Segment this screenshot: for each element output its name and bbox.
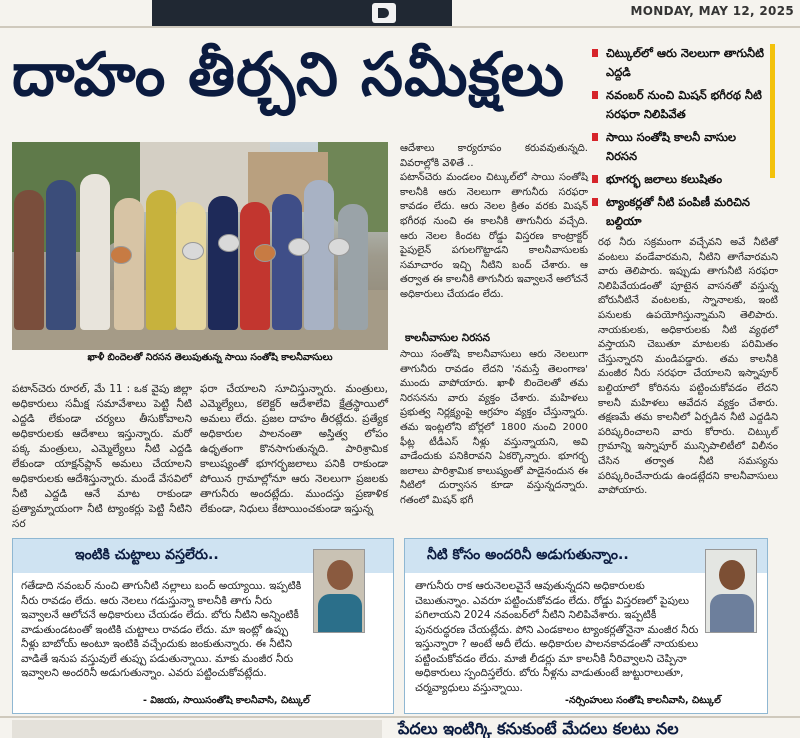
photo-water-pot	[254, 244, 276, 262]
photo-person	[176, 202, 206, 330]
portrait-vijaya	[313, 549, 365, 633]
article-column-3-bottom: సాయి సంతోషి కాలనీవాసులు ఆరు నెలలుగా తాగునీరు రావడం లేదని 'నమస్తే తెలంగాణ' ముందు వాపోయారు. ఖాళీ బిందెలతో తమ నిరసనను వారు వ్యక్తం చేశారు. మహిళలు ప్రభుత్వ నిర్లక్ష్యంపై ఆగ్రహం వ్యక్తం చేస్తున్నారు. తమ ఇంట్లలోని బోర్లలో 1800 నుంచి 2000 ఫీట్ల టీడీఎస్ నీళ్లు వస్తున్నాయని, అవి వాడేందుకు పనికిరావని ఏకర్కొన్నారు. భూగర్భ జలాలు పారిశ్రామిక కాలుష్యంతో పాడైనందున ఈ నీటిలో దుర్వాసన కూడా వస్తున్నదన్నారు. గతంలో మిషన్ భగీ	[400, 349, 592, 506]
photo-water-pot	[288, 238, 310, 256]
highlight-item: ట్యాంకర్లతో నీటి పంపిణీ మరిచిన బల్దియా	[590, 193, 768, 231]
photo-person	[338, 204, 368, 330]
main-headline: దాహం తీర్చని సమీక్షలు	[12, 40, 566, 110]
quote-box-title: ఇంటికి చుట్టాలు వస్తలేరు..	[75, 547, 219, 563]
quote-box-body: తాగునీరు రాక ఆరునెలలవైనే ఆవుతున్నదని అధికారులకు చెబుతున్నాం. ఎవరూ పట్టించుకోవడం లేదు. రోడ్డు విస్తరణలో పైపులు పగిలాయని 2024 నవంబర్‌లో నీటిని నిలిపివేశారు. ఇప్పటికీ పునరుద్ధరణ చేయట్లేదు. పోని ఎండకాలం ట్యాంకర్లతోనైనా మంజీర నీరు ఇస్తున్నారా ? అంటే అదీ లేదు. అధికారుల పాలనకావడంతో నాయకులు పట్టించుకోవడం లేదు. మాజీ లీడర్లు మా కాలనీకి నీరివ్వాలని చెప్పినా అధికారులు స్పందిస్తలేరు. బోరు నీళ్లను వాడుతుంటే జుట్టురాలుతూ, చర్మవ్యాధులు వస్తున్నాయి.	[415, 580, 702, 694]
article-subheading: కాలనీవాసుల నిరసన	[405, 332, 491, 344]
photo-person	[208, 196, 238, 330]
bottom-image-placeholder	[12, 720, 382, 738]
quote-box-body: గతేడాది నవంబర్ నుంచి తాగునీటి నల్లాలు బంద్ అయ్యాయి. ఇప్పటికి నీరు రావడం లేదు. ఆరు నెలలు గడుస్తున్నా కాలనీకి తాగు నీరు ఇవ్వాలనే ఆలోచనే అధికారులు చేయడం లేదు. బోరు నీటిని అన్నింటికీ వాడుతుండటంతో ఇంటికి చుట్టాలు రావడం లేదు. మా ఇంట్లో ఉప్పు నీళ్లు బాబోయ్ అంటూ ఇంటికి వచ్చేందుకు జంకుతున్నారు. ఈ నీటిని వాడితే ఇనుప వస్తువులే తుప్పు పడుతున్నాయి. మాకు మంజీర నీరు ఇవ్వాలని అందరినీ అడుగుతున్నాం. ఎవరు పట్టించుకోవట్లేదు.	[21, 580, 305, 679]
portrait-face	[327, 560, 353, 590]
portrait-torso	[710, 594, 754, 633]
quote-box-signature: -నర్సింహులు సంతోషి కాలనీవాసి, చిట్కుల్	[565, 695, 721, 706]
photo-person	[114, 198, 144, 330]
highlight-item: నవంబర్ నుంచి మిషన్ భగీరథ నీటి సరఫరా నిలిపివేత	[590, 86, 768, 124]
photo-person	[80, 174, 110, 330]
quote-box-signature: - విజయ, సాయిసంతోషి కాలనీవాసి, చిట్కుల్	[143, 695, 310, 706]
quote-box-left	[12, 538, 394, 714]
photo-person	[46, 180, 76, 330]
article-column-3-top: ఆదేశాలు కార్యరూపం కరువవుతున్నది. వివరాల్లోకి వెళితే .. పటాన్‌చెరు మండలం చిట్కుల్‌లో సాయి సంతోషి కాలనీకి ఆరు నెలలుగా తాగునీరు సరఫరా కావడం లేదు. ఆరు నెలల క్రితం వరకు మిషన్ భగీరథ నుంచి ఈ కాలనీకి తాగునీరు వచ్చేది. ఆరు నెలల కిందట రోడ్డు విస్తరణ కాంట్రాక్టర్ పైపులైన్ పగులగొట్టాడని కాలనీవాసులకు సమాచారం ఇచ్చి నీటిని బంద్ చేశారు. ఆ తర్వాత ఈ కాలనీకి తాగునీరు ఇవ్వాలనే ఆలోచనే అధికారులు చేయడం లేదు.	[400, 143, 588, 300]
portrait-narsimhulu	[705, 549, 757, 633]
protest-photo	[12, 142, 388, 350]
quote-box-right	[404, 538, 768, 714]
photo-person	[240, 202, 270, 330]
article-column-4: రథ నీరు సక్రమంగా వచ్చేవని అవే నీటితో వంటలు వండేవారమని, నీటిని తాగేవారమని వారు తెలిపారు. ఇప్పుడు తాగునీటి సరఫరా నిలిపివేయడంతో పూటైన వాసనతో వస్తున్న బోరునీటినే వంటలకు, స్నానాలకు, ఇంటి పనులకు ఉపయోగిస్తున్నామని తెలిపారు. నాయకులకు, అధికారులకు నీటి వ్యథలో వస్తాయని చెబుతూ మాటలకు పరిమితం చేస్తున్నారని మండిపడ్డారు. తమ కాలనీకి మంజీర నీరు సరఫరా చేయాలని ఇస్నాపూర్ బల్దియాలో కోరినను పట్టించుకోవడం లేదని కాలనీ మహిళలు ఆవేదన వ్యక్తం చేశారు. తక్షణమే తమ కాలనీలో ఏర్పడిన నీటి ఎద్దడిని పరిష్కరించాలని వారు కోరారు. చిట్కుల్ గ్రామాన్ని ఇస్నాపూర్ మున్సిపాలిటీలో విలీనం చేసిన తర్వాత నీటి సమస్యను పరిష్కరించేనారుడు ఉండట్లేదని కాలనీవాసులు వాపోయారు.	[598, 237, 782, 497]
photo-caption: ఖాళీ బిందెలతో నిరసన తెలుపుతున్న సాయి సంతోషి కాలనీవాసులు	[87, 352, 333, 363]
highlight-item: భూగర్భ జలాలు కలుషితం	[590, 170, 768, 189]
photo-person	[304, 180, 334, 330]
portrait-face	[719, 560, 745, 590]
masthead-band	[152, 0, 452, 26]
article-column-2: ఫరా చేయాలని సూచిస్తున్నారు. మంత్రులు, ఎమ్మెల్యేలు, కలెక్టర్ ఆదేశాలేవి క్షేత్రస్థాయిలో అమలు లేదు. ప్రజల దాహం తీరట్లేదు. ప్రత్యేక అధికారుల పాలనంతా అస్తిత్వ లోపం ఉధృతంగా కొనసాగుతున్నది. పారిశ్రామిక కాలుష్యంతో భూగర్భజలాలు పనికి రాకుండా పోయిన గ్రామాల్లోనూ ఆరు నెలలుగా ప్రజలకు తాగునీరు అందట్లేదు. ముందస్తు ప్రణాళిక లేకుండా, నిధులు కేటాయించకుండా ఇస్తున్న	[200, 383, 392, 515]
highlights-list	[590, 44, 768, 235]
photo-water-pot	[328, 238, 350, 256]
article-column-1: పటాన్‌చెరు రూరల్, మే 11 : ఒక వైపు జిల్లా అధికారులు సమీక్ష సమావేశాలు పెట్టి నీటి ఎద్దడి లేకుండా చర్యలు తీసుకోవాలని అధికారులకు ఆదేశాలు ఇస్తున్నారు. మరో పక్క మంత్రులు, ఎమ్మెల్యేలు నీటి ఎద్దడి లేకుండా యాక్షన్‌ప్లాన్ అమలు చేయాలని అధికారులకు ఆదేశిస్తున్నారు. మండే వేసవిలో నీటి ఎద్దడి ఆనే మాట రాకుండా ప్రత్యామ్నాయంగా నీటి ట్యాంకర్లు పెట్టి నీటిని సర	[12, 383, 196, 530]
next-article-teaser: పేదలు ఇంటిగ్కి కనుకుంటే మేదలు కలటు నల	[398, 719, 679, 738]
photo-person	[14, 190, 44, 330]
photo-water-pot	[110, 246, 132, 264]
portrait-torso	[318, 594, 362, 633]
highlight-item: చిట్కుల్‌లో ఆరు నెలలుగా తాగునీటి ఎద్దడి	[590, 44, 768, 82]
quote-box-title: నీటి కోసం అందరినీ అడుగుతున్నాం..	[427, 547, 629, 563]
photo-water-pot	[218, 234, 240, 252]
highlight-item: సాయి సంతోషి కాలనీ వాసుల నిరసన	[590, 128, 768, 166]
photo-person	[146, 190, 176, 330]
dateline: MONDAY, MAY 12, 2025	[630, 4, 794, 18]
masthead-logo	[372, 3, 396, 23]
photo-water-pot	[182, 242, 204, 260]
photo-person	[272, 194, 302, 330]
highlights-accent-bar	[770, 44, 775, 178]
top-divider	[0, 26, 800, 28]
